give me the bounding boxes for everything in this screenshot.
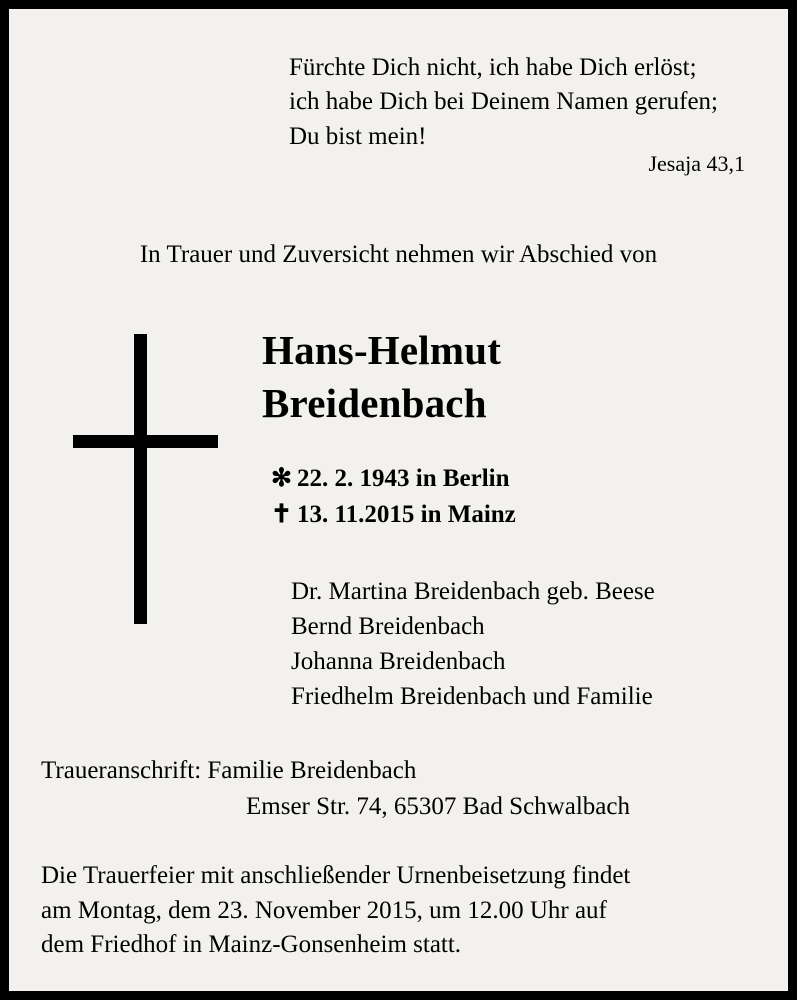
verse-line-3: Du bist mein! (289, 122, 427, 150)
death-cross-icon: ✝ (271, 501, 292, 529)
list-item: Bernd Breidenbach (291, 613, 485, 640)
death-text: 13. 11.2015 in Mainz (297, 501, 516, 529)
verse-line-1: Fürchte Dich nicht, ich habe Dich erlöst; (289, 54, 697, 81)
lead-text: In Trauer und Zuversicht nehmen wir Abschied von (139, 241, 658, 268)
cross-vertical-bar (134, 334, 147, 624)
ceremony-details (41, 859, 781, 963)
deceased-name (262, 324, 762, 431)
deceased-last-name: Breidenbach (262, 380, 487, 427)
address-street: Emser Str. 74, 65307 Bad Schwalbach (246, 792, 630, 820)
verse-line-2: ich habe Dich bei Deinem Namen gerufen; (289, 88, 718, 116)
survivors-list (291, 574, 771, 714)
birth-text: 22. 2. 1943 in Berlin (297, 465, 510, 492)
verse-source: Jesaja 43,1 (648, 151, 745, 176)
ceremony-line-1: Die Trauerfeier mit anschließender Urnenbeisetzung findet (41, 862, 631, 889)
bible-verse (289, 51, 759, 154)
list-item: Johanna Breidenbach (291, 648, 506, 675)
cross-horizontal-bar (73, 435, 218, 448)
list-item: Friedhelm Breidenbach und Familie (291, 683, 653, 710)
birth-star-icon: ✻ (271, 465, 292, 492)
death-line (271, 497, 751, 533)
mourning-address (41, 753, 781, 824)
deceased-first-name: Hans-Helmut (262, 327, 502, 373)
obituary-inner (9, 9, 788, 991)
ceremony-line-2: am Montag, dem 23. November 2015, um 12.00 Uhr auf (41, 896, 607, 924)
life-dates (271, 461, 751, 534)
address-label: Traueranschrift: Familie Breidenbach (41, 757, 417, 784)
cross-icon (71, 334, 231, 629)
ceremony-line-3: dem Friedhof in Mainz-Gonsenheim statt. (41, 931, 462, 958)
birth-line (271, 461, 751, 497)
list-item: Dr. Martina Breidenbach geb. Beese (291, 578, 655, 605)
